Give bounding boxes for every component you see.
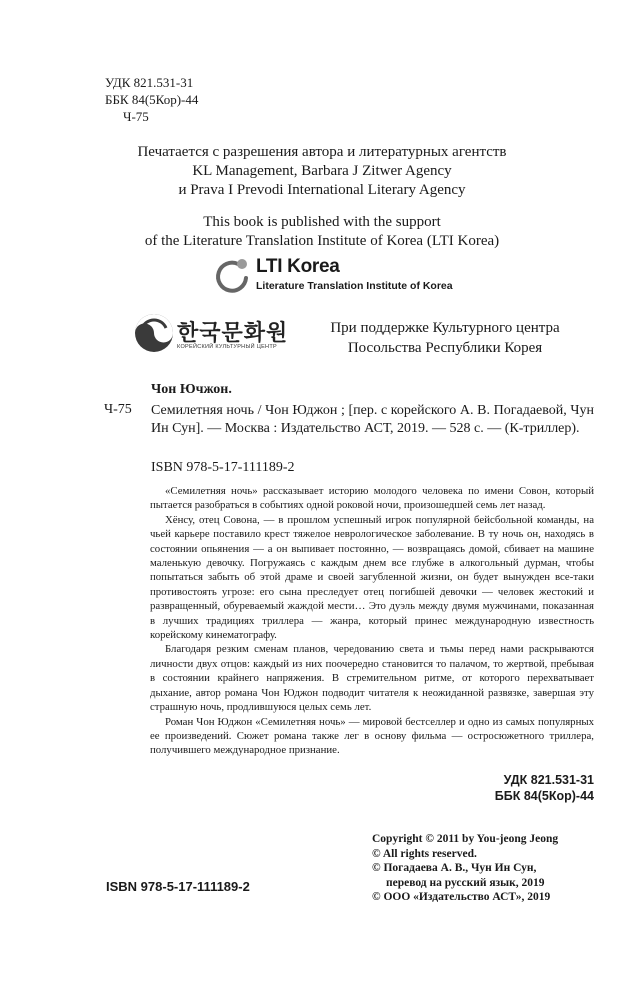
embassy-support-notice <box>290 318 600 358</box>
isbn-bottom: ISBN 978-5-17-111189-2 <box>106 879 250 894</box>
abstract-paragraph: Хёнсу, отец Совона, — в прошлом успешный игрок популярной бейсбольной команды, на чьей карьере поставило крест тяжелое неврологическое заболевание. В ту ночь он, находясь в состоянии опьянения — а он выпивает постоянно, — возвращаясь домой, сбивает на машине маленькую девочку. Погружаясь с каждым днем все глубже в алкогольный дурман, чтобы попытаться забыть об этой драме и своей загубленной жизни, он будет вынужден все-таки противостоять угрозе: его сына преследует отец погибшей девочки — человек жестокий и развращенный, обуреваемый жаждой мести… Это дуэль между двумя мужчинами, показанная в лучших традициях триллера — жанра, который принес международную известность корейскому кинематографу. <box>150 513 594 642</box>
embassy-support-line: При поддержке Культурного центра <box>330 320 560 336</box>
copyright-line: © All rights reserved. <box>372 847 477 860</box>
catalog-author: Чон Ючжон. <box>151 382 232 397</box>
book-abstract <box>150 484 594 758</box>
abstract-paragraph: «Семилетняя ночь» рассказывает историю молодого человека по имени Совон, который пытается разобраться в событиях одной роковой ночи, произошедшей семь лет назад. <box>150 485 594 512</box>
catalog-citation: Семилетняя ночь / Чон Юджон ; [пер. с корейского А. В. Погадаевой, Чун Ин Сун]. — Москва : Издательство АСТ, 2019. — 528 с. — (К-триллер). <box>151 403 594 436</box>
embassy-support-line: Посольства Республики Корея <box>347 340 543 356</box>
udk-code: УДК 821.531-31 <box>105 75 194 90</box>
lti-logo-mark-icon <box>212 256 252 296</box>
classification-codes-top <box>105 74 198 125</box>
udk-code: УДК 821.531-31 <box>503 773 594 787</box>
abstract-paragraph: Благодаря резким сменам планов, чередованию света и тьмы перед нами раскрываются личности двух отцов: каждый из них поочередно становится то палачом, то жертвой, пребывая в состоянии крайнего напряжения. В стремительном ритме, от которого перехватывает дыхание, автор романа Чон Юджон подводит читателя к неожиданной развязке, завершая эту страшную ночь, продлившуюся целых семь лет. <box>150 643 594 714</box>
author-mark: Ч-75 <box>123 109 149 124</box>
copyright-block <box>372 832 612 905</box>
taegeuk-emblem-icon <box>133 312 175 354</box>
bbk-code: ББК 84(5Кор)-44 <box>494 789 594 803</box>
classification-codes-bottom <box>450 772 594 804</box>
catalog-isbn: ISBN 978-5-17-111189-2 <box>151 460 295 475</box>
lti-logo-subtitle: Literature Translation Institute of Korea <box>256 280 453 292</box>
support-line: This book is published with the support <box>203 214 441 230</box>
permission-notice <box>0 143 644 200</box>
kcc-logo-name: 한국문화원 <box>177 320 289 345</box>
permission-line: KL Management, Barbara J Zitwer Agency <box>192 163 452 179</box>
support-notice <box>0 213 644 251</box>
lti-logo-name: LTI Korea <box>256 256 340 277</box>
copyright-line: © Погадаева А. В., Чун Ин Сун, <box>372 862 537 875</box>
lti-korea-logo <box>212 256 512 296</box>
bbk-code: ББК 84(5Кор)-44 <box>105 92 199 107</box>
copyright-line: перевод на русский язык, 2019 <box>386 876 545 889</box>
support-line: of the Literature Translation Institute of Korea (LTI Korea) <box>144 233 500 249</box>
korean-cultural-center-logo <box>133 312 313 357</box>
catalog-code: Ч-75 <box>104 402 132 417</box>
abstract-paragraph: Роман Чон Юджон «Семилетняя ночь» — мировой бестселлер и одно из самых популярных ее произведений. Сюжет романа также лег в основу фильма — остросюжетного триллера, получившего международное признание. <box>150 715 594 757</box>
kcc-logo-subtitle: КОРЕЙСКИЙ КУЛЬТУРНЫЙ ЦЕНТР <box>177 344 277 350</box>
copyright-line: Copyright © 2011 by You-jeong Jeong <box>372 833 559 845</box>
permission-line: и Prava I Prevodi International Literary Agency <box>178 182 466 198</box>
copyright-line: © ООО «Издательство АСТ», 2019 <box>372 891 551 904</box>
permission-line: Печатается с разрешения автора и литературных агентств <box>137 144 507 160</box>
